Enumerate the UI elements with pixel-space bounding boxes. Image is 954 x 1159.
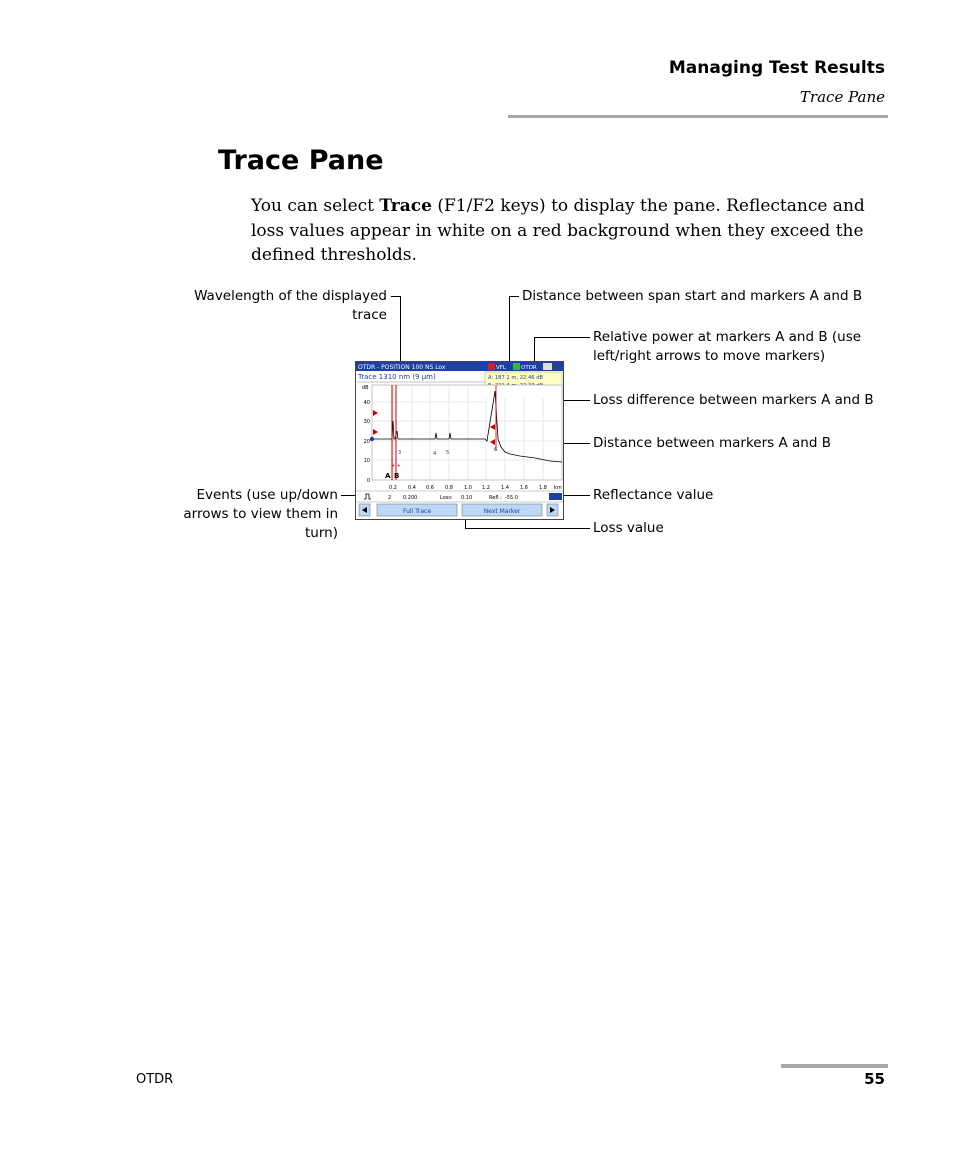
screen-title-bar	[356, 362, 563, 371]
event-number: 2	[388, 495, 392, 501]
running-header-section: Managing Test Results	[668, 58, 885, 78]
marker-a-info: A: 187.1 m, 22.46 dB	[488, 375, 544, 381]
vfl-indicator-icon	[488, 363, 495, 370]
y-tick-10: 10	[363, 458, 370, 464]
callout-reflectance: Reflectance value	[593, 487, 714, 503]
event-label-3: 3	[398, 450, 402, 456]
callout-loss: Loss value	[593, 520, 664, 536]
x-tick-0-6: 0.6	[426, 485, 434, 491]
intro-text-after: (F1/F2 keys) to display the pane. Reflectance and loss values appear in white on a red background when they exceed the defined thresholds.	[251, 196, 865, 265]
leader-loss-h	[465, 528, 590, 529]
y-tick-40: 40	[363, 400, 370, 406]
otdr-label: OTDR	[521, 365, 537, 371]
x-tick-1-0: 1.0	[464, 485, 472, 491]
loss-value: 0.10	[461, 495, 473, 501]
x-tick-0-8: 0.8	[445, 485, 453, 491]
intro-text-bold: Trace	[379, 196, 432, 216]
footer-rule	[781, 1064, 888, 1068]
graph-area	[362, 385, 562, 484]
x-tick-0-4: 0.4	[408, 485, 416, 491]
marker-b-label: B	[394, 472, 400, 480]
event-label-6: 6	[494, 447, 498, 453]
footer-product: OTDR	[136, 1072, 174, 1087]
reflectance-label: Refl.:	[489, 495, 502, 501]
intro-text-before: You can select	[251, 196, 380, 216]
event-scroll-button[interactable]	[549, 493, 562, 500]
x-tick-1-6: 1.6	[520, 485, 528, 491]
callout-marker-distance: Distance between markers A and B	[593, 435, 831, 451]
x-tick-1-2: 1.2	[482, 485, 490, 491]
loss-label: Loss:	[440, 495, 453, 501]
event-label-5: 5	[446, 450, 450, 456]
callout-loss-difference: Loss difference between markers A and B	[593, 392, 874, 408]
otdr-indicator-icon	[513, 363, 520, 370]
callout-wavelength: Wavelength of the displayed trace	[194, 288, 387, 323]
event-label-4: 4	[433, 451, 437, 457]
callout-relative-power: Relative power at markers A and B (use left/right arrows to move markers)	[593, 329, 862, 364]
x-tick-1-4: 1.4	[501, 485, 509, 491]
page-title: Trace Pane	[218, 145, 384, 176]
x-tick-1-8: 1.8	[539, 485, 547, 491]
battery-icon	[543, 363, 552, 370]
x-axis-unit: km	[554, 485, 562, 491]
callout-span-distance: Distance between span start and markers A and B	[522, 288, 863, 304]
otdr-screen	[355, 361, 564, 520]
trace-wavelength-label: Trace 1310 nm (9 µm)	[358, 373, 436, 381]
y-tick-0: 0	[366, 478, 370, 484]
callout-events: Events (use up/down arrows to view them in turn)	[183, 487, 338, 541]
cursor-dot-icon	[370, 437, 374, 441]
leader-power-h	[534, 337, 590, 338]
reflectance-value: -55.0	[505, 495, 518, 501]
page-number: 55	[864, 1070, 885, 1088]
vfl-label: VFL	[496, 365, 506, 371]
running-header-subsection: Trace Pane	[799, 88, 885, 106]
leader-span-h	[509, 296, 519, 297]
x-tick-0-2: 0.2	[389, 485, 397, 491]
y-tick-30: 30	[363, 419, 370, 425]
y-tick-20: 20	[363, 439, 370, 445]
marker-a-label: A	[385, 472, 391, 480]
screen-title-text: OTDR - POSITION 100 NS Lox	[358, 364, 446, 371]
y-axis-unit: dB	[362, 385, 369, 391]
next-marker-button-label: Next Marker	[483, 508, 521, 515]
event-position: 0.200	[403, 495, 418, 501]
full-trace-button-label: Full Trace	[402, 508, 432, 515]
event-crosshair-icon: +I+	[391, 463, 401, 469]
header-rule	[508, 115, 888, 118]
intro-paragraph	[251, 194, 887, 268]
